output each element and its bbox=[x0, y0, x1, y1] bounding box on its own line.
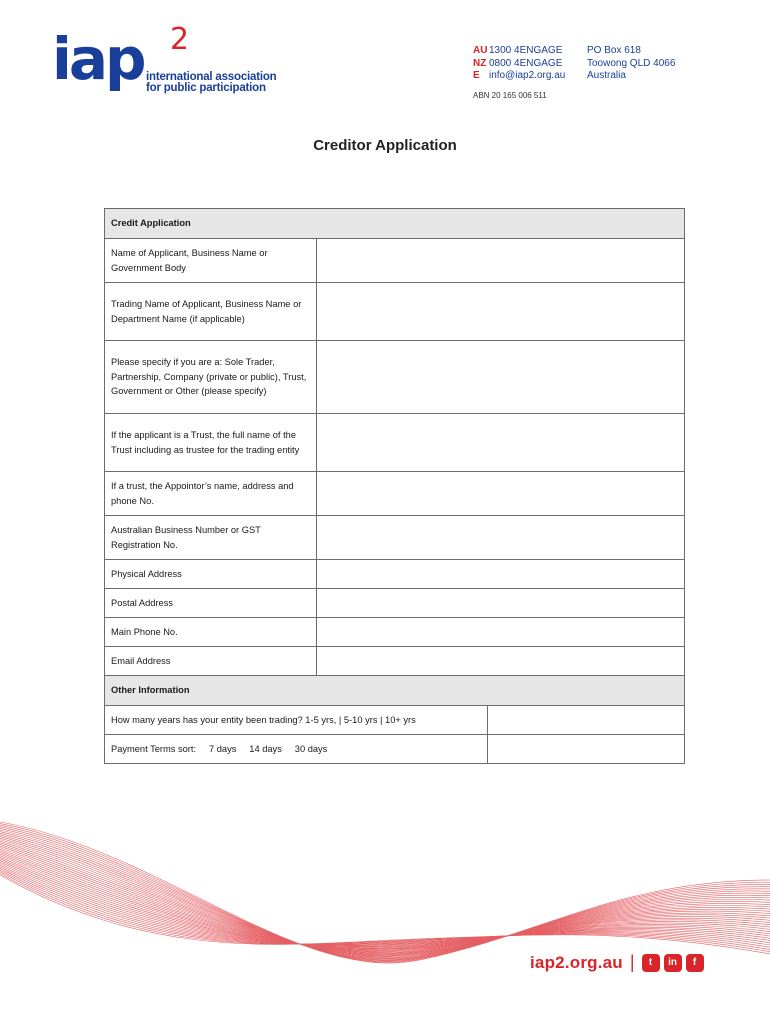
footer-separator: | bbox=[629, 952, 635, 972]
form-row bbox=[105, 516, 685, 560]
abn-number: ABN 20 165 006 511 bbox=[473, 90, 547, 100]
input-field[interactable] bbox=[317, 560, 685, 589]
field-label: Payment Terms sort: 7 days 14 days 30 days bbox=[105, 735, 488, 763]
form-row bbox=[105, 239, 685, 283]
input-field[interactable] bbox=[317, 414, 685, 472]
contact-block bbox=[473, 45, 565, 102]
form-row bbox=[105, 472, 685, 516]
section-header-credit bbox=[105, 209, 685, 239]
field-label: Name of Applicant, Business Name or Government Body bbox=[105, 239, 317, 283]
input-field[interactable] bbox=[317, 239, 685, 283]
wave-line bbox=[0, 868, 770, 945]
form-row bbox=[105, 589, 685, 618]
page-title: Creditor Application bbox=[313, 137, 457, 154]
wave-line bbox=[0, 865, 770, 945]
input-field[interactable] bbox=[317, 283, 685, 341]
decorative-wave-lines bbox=[0, 810, 770, 1024]
wave-line bbox=[0, 873, 770, 951]
section-title: Credit Application bbox=[105, 209, 685, 239]
wave-line bbox=[0, 832, 770, 959]
field-label: How many years has your entity been trading? 1-5 yrs, | 5-10 yrs | 10+ yrs bbox=[105, 706, 488, 734]
input-field[interactable] bbox=[317, 618, 685, 647]
postal-address-block bbox=[587, 45, 675, 83]
section-header-other bbox=[105, 676, 685, 706]
org-name-line1: international association bbox=[146, 71, 277, 83]
iap2-logo bbox=[52, 22, 292, 110]
org-name-line2: for public participation bbox=[146, 82, 266, 94]
wave-line bbox=[0, 846, 770, 953]
logo-superscript: 2 bbox=[170, 22, 190, 57]
field-label: Australian Business Number or GST Registration No. bbox=[105, 516, 317, 560]
form-row bbox=[105, 341, 685, 414]
field-label: Trading Name of Applicant, Business Name or Department Name (if applicable) bbox=[105, 283, 317, 341]
footer bbox=[530, 952, 704, 973]
form-row bbox=[105, 414, 685, 472]
field-label: Postal Address bbox=[105, 589, 317, 618]
input-field[interactable] bbox=[317, 516, 685, 560]
form-row bbox=[105, 647, 685, 676]
contact-au: AU 1300 4ENGAGE bbox=[473, 45, 563, 56]
input-field[interactable] bbox=[488, 735, 685, 763]
field-label: Main Phone No. bbox=[105, 618, 317, 647]
input-field[interactable] bbox=[317, 472, 685, 516]
form-row bbox=[105, 560, 685, 589]
field-label: Physical Address bbox=[105, 560, 317, 589]
input-field[interactable] bbox=[317, 589, 685, 618]
wave-line bbox=[0, 860, 770, 947]
form-row bbox=[105, 706, 685, 735]
address-line3: Australia bbox=[587, 70, 626, 81]
contact-email: E info@iap2.org.au bbox=[473, 70, 566, 81]
field-label: Email Address bbox=[105, 647, 317, 676]
form-row bbox=[105, 735, 685, 764]
address-line1: PO Box 618 bbox=[587, 45, 641, 56]
input-field[interactable] bbox=[317, 647, 685, 676]
field-label: If a trust, the Appointor’s name, address and phone No. bbox=[105, 472, 317, 516]
field-label: If the applicant is a Trust, the full name of the Trust including as trustee for the trading entity bbox=[105, 414, 317, 472]
address-line2: Toowong QLD 4066 bbox=[587, 57, 676, 69]
input-field[interactable] bbox=[317, 341, 685, 414]
facebook-icon[interactable]: f bbox=[686, 954, 704, 972]
field-label: Please specify if you are a: Sole Trader, Partnership, Company (private or public), Trust, Government or Other (please specify) bbox=[105, 341, 317, 414]
wave-line bbox=[0, 852, 770, 950]
linkedin-icon[interactable]: in bbox=[664, 954, 682, 972]
logo-org-name bbox=[146, 72, 276, 94]
input-field[interactable] bbox=[488, 706, 685, 734]
creditor-form-table bbox=[104, 208, 685, 764]
form-row bbox=[105, 618, 685, 647]
section-title: Other Information bbox=[105, 676, 685, 706]
twitter-icon[interactable]: t bbox=[642, 954, 660, 972]
form-row bbox=[105, 283, 685, 341]
footer-url[interactable]: iap2.org.au bbox=[530, 952, 623, 972]
contact-nz: NZ 0800 4ENGAGE bbox=[473, 57, 563, 69]
logo-wordmark: iap bbox=[52, 25, 144, 93]
